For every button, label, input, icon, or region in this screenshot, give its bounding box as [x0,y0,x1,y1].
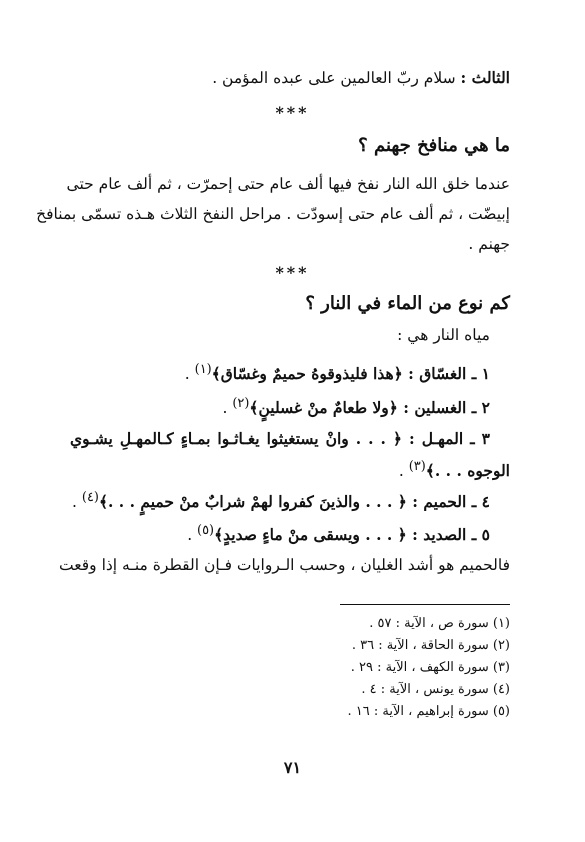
footnote-ref: (٤) [81,490,99,505]
footnote-ref: (١) [194,362,212,377]
verse-text: الوجوه . . .﴾ [425,461,510,481]
footnote-divider [340,604,510,605]
item-label: ١ ـ الغسّاق : [408,364,490,384]
verse-text: ﴿ولا طعامٌ منْ غسلينٍ﴾ [249,398,404,418]
item-label: ٢ ـ الغسلين : [403,398,490,418]
item-end: . [398,462,409,481]
item-end: . [222,399,233,418]
verse-text: ﴿هذا فليذوقوهُ حميمٌ وغسّاق﴾ [211,364,409,384]
third-label: الثالث : [460,68,510,87]
question-heading: كم نوع من الماء في النار ؟ [305,293,510,314]
list-item [70,486,490,514]
footnote-ref: (٥) [197,523,215,538]
paragraph-line: فالحميم هو أشد الغليان ، وحسب الـروايات فـإن القطرة منـه إذا وقعت [59,556,510,574]
footnote-ref: (٢) [232,396,250,411]
third-text: سلام ربّ العالمين على عبده المؤمن . [212,69,461,87]
footnote: (٢) سورة الحاقة ، الآية : ٣٦ . [351,638,510,653]
verse-text: ﴿ . . . ويسقى منْ ماءٍ صديدٍ﴾ [214,525,413,545]
item-label: ٣ ـ المهـل : [409,429,490,448]
footnote: (١) سورة ص ، الآية : ٥٧ . [369,616,510,631]
list-item-continuation [70,455,510,483]
item-end: . [72,493,82,512]
list-item [70,392,490,420]
paragraph-line: إبيضّت ، ثم ألف عام حتى إسودّت . مراحل النفخ الثلاث هـذه تسمّى بمنافخ [36,205,510,223]
item-end: . [184,365,195,384]
paragraph-line: عندما خلق الله النار نفخ فيها ألف عام حتى إحمرّت ، ثم ألف عام حتى [66,175,510,193]
question-heading: ما هي منافخ جهنم ؟ [358,135,510,156]
separator-stars: *** [275,103,310,122]
item-label: ٤ ـ الحميم : [412,492,490,512]
third-line [70,66,510,90]
paragraph-line: جهنم . [468,235,510,253]
list-item [70,358,490,386]
list-item [70,519,490,547]
verse-text: ﴿ . . . وانْ يستغيثوا يغـاثـوا بمـاءٍ كـالمهـلِ يشـوي [70,429,409,448]
page-number: ٧١ [283,758,302,777]
list-item [70,427,490,451]
footnote: (٥) سورة إبراهيم ، الآية : ١٦ . [347,704,510,719]
separator-stars: *** [275,263,310,282]
verse-text: ﴿ . . . والذينَ كفروا لهمْ شرابٌ منْ حميمٍ . . .﴾ [98,492,413,512]
item-end: . [187,526,198,545]
item-label: ٥ ـ الصديد : [412,525,490,545]
footnote: (٤) سورة يونس ، الآية : ٤ . [361,682,510,697]
intro-line: مياه النار هي : [397,326,490,344]
footnote-ref: (٣) [408,459,426,474]
footnote: (٣) سورة الكهف ، الآية : ٢٩ . [350,660,510,675]
